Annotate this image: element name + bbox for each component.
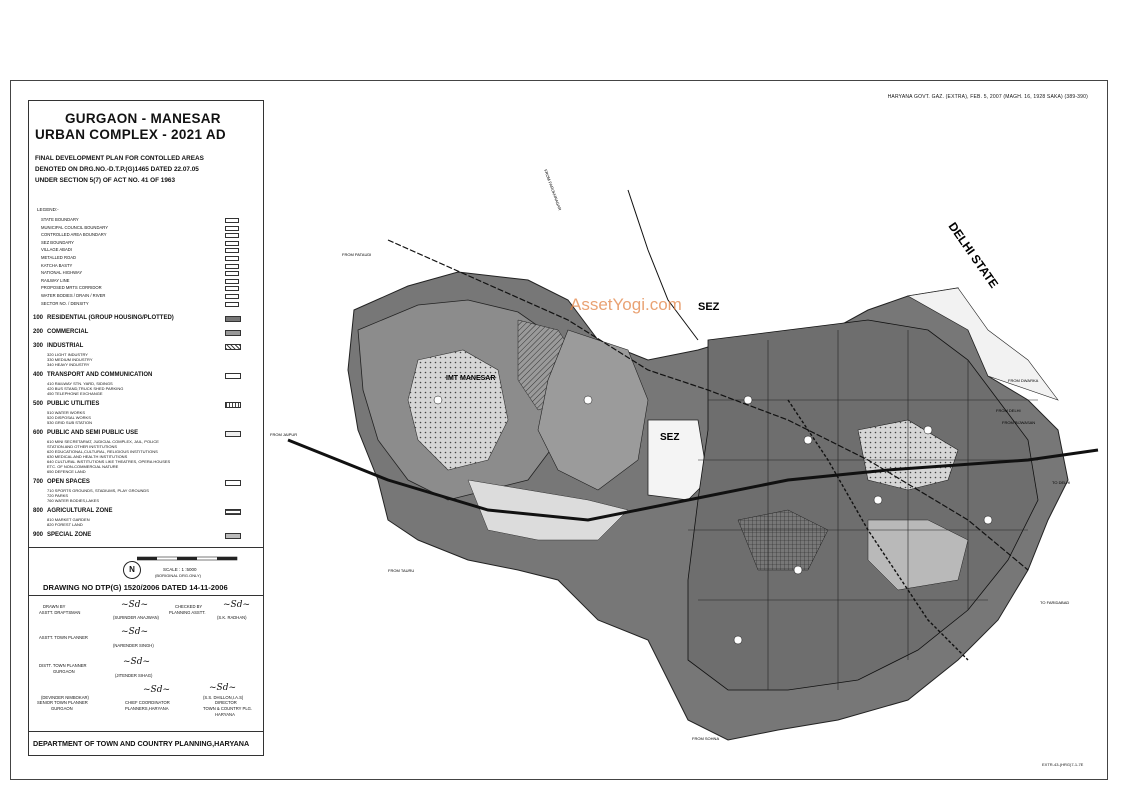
legend-item: SEZ BOUNDARY xyxy=(41,239,74,245)
zone-code: 100 xyxy=(33,315,44,321)
zone-heading: AGRICULTURAL ZONE xyxy=(47,508,113,514)
zone-subitem: 720 PARKS xyxy=(47,493,69,498)
drawn-by-name: (SURINDER ANAJWAN) xyxy=(113,615,159,620)
legend-item: WATER BODIES / DRAIN / RIVER xyxy=(41,293,106,298)
signature-mark: ~Sd~ xyxy=(143,685,171,695)
zone-subitem: 620 EDUCATIONAL,CULTURAL, RELIGIOUS INSTITUTIONS xyxy=(47,449,158,454)
sez-label-top: SEZ xyxy=(698,301,720,313)
legend-item: STATE BOUNDARY xyxy=(41,217,79,222)
legend-symbol-icon xyxy=(225,294,239,299)
legend-symbol-icon xyxy=(225,241,239,246)
director-role: DIRECTOR xyxy=(215,700,237,705)
legend-item: NATIONAL HIGHWAY xyxy=(41,270,83,276)
zone-subitem: ETC. OF NON-COMMERCIAL NATURE xyxy=(47,464,119,469)
zone-heading: PUBLIC UTILITIES xyxy=(47,401,100,407)
imt-manesar-label: IMT MANESAR xyxy=(446,375,496,382)
zone-subitem: 710 SPORTS GROUNDS, STADIUMS, PLAY GROUNDS xyxy=(47,488,149,493)
zone-symbol-icon xyxy=(225,402,241,408)
checked-by-label: CHECKED BY xyxy=(175,604,203,609)
zone-code: 900 xyxy=(33,532,44,538)
director-org: TOWN & COUNTRY PLG. xyxy=(203,706,253,711)
signature-mark: ~Sd~ xyxy=(223,600,251,610)
zone-code: 800 xyxy=(33,508,44,514)
legend-symbol-icon xyxy=(225,248,239,253)
dtp-place: GURGAON xyxy=(53,669,75,674)
legend-symbol-icon xyxy=(225,279,239,284)
zone-heading: RESIDENTIAL (GROUP HOUSING/PLOTTED) xyxy=(47,315,174,321)
legend-symbol-icon xyxy=(225,271,239,276)
legend-item: METALLED ROAD xyxy=(41,255,77,260)
cc-place: PLANNERS,HARYANA xyxy=(125,706,169,711)
zone-symbol-icon xyxy=(225,509,241,515)
zone-code: 400 xyxy=(33,372,44,378)
road-label: FROM SOHNA xyxy=(692,736,720,741)
delhi-state-label: DELHI STATE xyxy=(945,219,1002,291)
stp-name: (DEVINDER NIMBOKAR) xyxy=(41,695,89,700)
road-label: TO DELHI xyxy=(1052,480,1071,485)
legend-item: MUNICIPAL COUNCIL BOUNDARY xyxy=(41,224,109,230)
signature-mark: ~Sd~ xyxy=(121,600,149,610)
divider xyxy=(29,731,263,732)
atp-name: (NARENDER SINGH) xyxy=(113,643,154,648)
road-label: FROM BIJWASAN xyxy=(1002,420,1036,425)
legend-item: PROPOSED MRTS CORRIDOR xyxy=(41,285,102,291)
zone-subitem: 650 DEFENCE LAND xyxy=(47,469,86,474)
dtp-name: (JITENDER SIHAG) xyxy=(115,673,153,678)
zone-code: 200 xyxy=(33,329,44,335)
watermark: AssetYogi.com xyxy=(570,295,682,314)
zone-code: 700 xyxy=(33,479,44,485)
legend-symbol-icon xyxy=(225,264,239,269)
zone-symbol-icon xyxy=(225,431,241,437)
legend-heading: LEGEND:- xyxy=(37,207,59,212)
zone-subitem: 760 WATER BODIES,LAKES xyxy=(47,498,100,503)
title-line-2: URBAN COMPLEX - 2021 AD xyxy=(35,127,226,142)
legend-symbol-icon xyxy=(225,226,239,231)
drawing-number: DRAWING NO DTP(G) 1520/2006 DATED 14-11-2006 xyxy=(43,583,228,592)
divider xyxy=(29,547,263,548)
sez-label-mid: SEZ xyxy=(660,432,680,443)
legend-item: VILLAGE ABADI xyxy=(41,247,72,253)
scale-text: SCALE : 1 :5000 xyxy=(163,567,197,572)
signature-mark: ~Sd~ xyxy=(123,657,151,667)
legend-item: RAILWAY LINE xyxy=(41,277,70,283)
zone-subitem: 630 MEDICAL AND HEALTH INSTITUTIONS xyxy=(47,454,128,459)
zone-subitem: 530 GRID SUB STATION xyxy=(47,420,92,425)
department-name: DEPARTMENT OF TOWN AND COUNTRY PLANNING,HARYANA xyxy=(33,739,250,748)
zone-subitem: 330 MEDIUM INDUSTRY xyxy=(47,357,93,362)
zone-code: 500 xyxy=(33,401,44,407)
drawn-by-role: ASSTT. DRAFTSMAN xyxy=(39,610,81,615)
expressway xyxy=(628,190,698,340)
zone-subitem: 810 MARKET GARDEN xyxy=(47,517,90,522)
zone-subitem: 410 RAILWAY STN. YARD, SIDINGS xyxy=(47,381,113,386)
zone-subitem: 640 CULTURAL INSTITUTIONS LIKE THEATRES, OPERA HOUSES xyxy=(47,459,171,464)
zone-subitem: 320 LIGHT INDUSTRY xyxy=(47,352,88,357)
development-plan-map xyxy=(268,100,1108,776)
divider xyxy=(29,595,263,596)
north-arrow-icon: N xyxy=(123,561,141,579)
cc-role: CHIEF COORDINATOR xyxy=(125,700,170,705)
zone-subitem: 520 DISPOSAL WORKS xyxy=(47,415,91,420)
road-label: FROM TAURU xyxy=(388,568,415,573)
legend-symbol-icon xyxy=(225,286,239,291)
director-place: HARYANA xyxy=(215,712,235,717)
legend-symbol-icon xyxy=(225,256,239,261)
zone-subitem: 450 TELEPHONE EXCHANGE xyxy=(47,391,103,396)
road-label: FROM DELHI xyxy=(996,408,1021,413)
zone-heading: TRANSPORT AND COMMUNICATION xyxy=(47,372,153,378)
dtp-role: DISTT. TOWN PLANNER xyxy=(39,663,87,668)
zone-subitem: 510 WATER WORKS xyxy=(47,410,86,415)
zone-symbol-icon xyxy=(225,344,241,350)
zone-heading: INDUSTRIAL xyxy=(47,343,84,349)
legend-symbol-icon xyxy=(225,302,239,307)
legend-item: SECTOR NO. / DENSITY xyxy=(41,300,89,306)
gazette-header: HARYANA GOVT. GAZ. (EXTRA), FEB. 5, 2007 (MAGH. 16, 1928 SAKA) (389-390) xyxy=(887,94,1088,100)
scale-bar xyxy=(137,555,247,565)
zone-heading: COMMERCIAL xyxy=(47,329,89,335)
subtitle-1: FINAL DEVELOPMENT PLAN FOR CONTOLLED AREAS xyxy=(35,155,204,162)
signature-mark: ~Sd~ xyxy=(209,683,237,693)
zone-subitem: 340 HEAVY INDUSTRY xyxy=(47,362,90,367)
zone-symbol-icon xyxy=(225,533,241,539)
road-label: FROM PATAUDI xyxy=(342,252,372,257)
director-name: (S.S. DHILLON,I.A.S) xyxy=(203,695,244,700)
subtitle-2: DENOTED ON DRG.NO.-D.T.P.(G)1465 DATED 22.07.05 xyxy=(35,166,199,173)
legend-item: CONTROLLED AREA BOUNDARY xyxy=(41,232,107,238)
zone-symbol-icon xyxy=(225,330,241,336)
road-label: FROM DWARKA xyxy=(1008,378,1039,383)
zone-subitem: 610 MINI SECRETARIAT, JUDICIAL COMPLEX, JAIL, POLICE xyxy=(47,439,159,444)
zone-symbol-icon xyxy=(225,316,241,322)
zone-symbol-icon xyxy=(225,373,241,379)
road-label: FROM JAIPUR xyxy=(270,432,298,437)
road-label: TO FARIDABAD xyxy=(1040,600,1070,605)
checked-by-role: PLANNING ASSTT. xyxy=(169,610,206,615)
zone-subitem: 820 FOREST LAND xyxy=(47,522,83,527)
zone-code: 300 xyxy=(33,343,44,349)
zone-heading: OPEN SPACES xyxy=(47,479,90,485)
scale-subtext: (BORIGINAL DRG.ONLY) xyxy=(155,573,202,578)
zone-subitem: 420 BUS STAND,TRUCK SHED PARKING xyxy=(47,386,124,391)
zone-heading: PUBLIC AND SEMI PUBLIC USE xyxy=(47,430,139,436)
stp-role: SENIOR TOWN PLANNER xyxy=(37,700,88,705)
legend-symbol-icon xyxy=(225,233,239,238)
footer-code: EXTR-43-(HRG)7-1-7E xyxy=(1042,762,1084,767)
atp-role: ASSTT. TOWN PLANNER xyxy=(39,635,88,640)
zone-subitem: STATION AND OTHER INSTITUTIONS xyxy=(47,444,118,449)
subtitle-3: UNDER SECTION 5(7) OF ACT NO. 41 OF 1963 xyxy=(35,177,176,184)
legend-item: KATCHA BASTY xyxy=(41,262,73,268)
zone-heading: SPECIAL ZONE xyxy=(47,532,92,538)
zone-code: 600 xyxy=(33,430,44,436)
stp-place: GURGAON xyxy=(51,706,73,711)
zone-symbol-icon xyxy=(225,480,241,486)
signature-mark: ~Sd~ xyxy=(121,627,149,637)
drawn-by-label: DRAWN BY xyxy=(43,604,66,609)
road-label: FROM FARUKHNAGAR xyxy=(543,168,563,212)
legend-panel xyxy=(28,100,264,756)
legend-symbol-icon xyxy=(225,218,239,223)
title-line-1: GURGAON - MANESAR xyxy=(65,111,221,126)
checked-by-name: (S.K. RADHAN) xyxy=(217,615,247,620)
